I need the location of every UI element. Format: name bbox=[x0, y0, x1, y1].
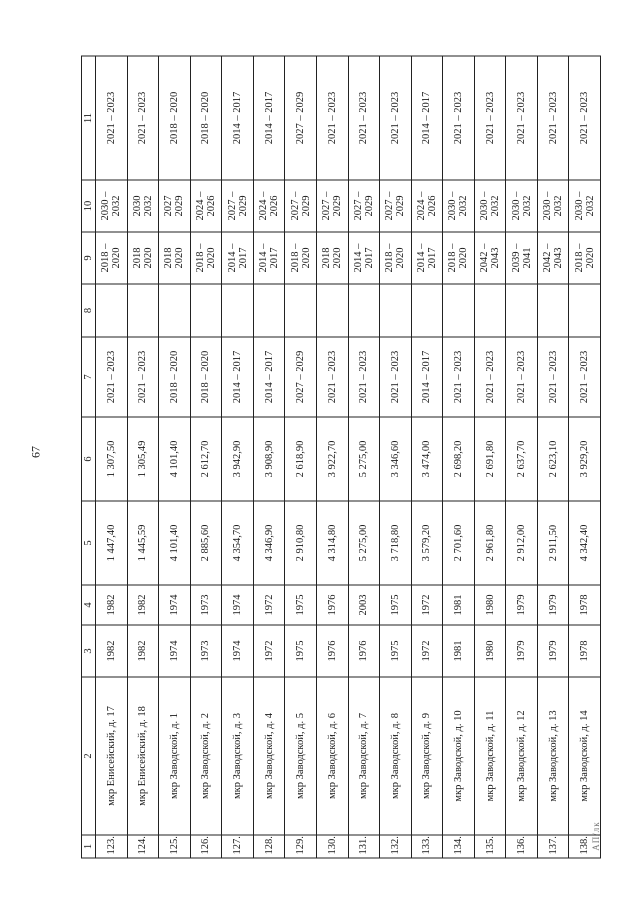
period-cell: 2021 – 2023 bbox=[537, 56, 569, 180]
row-number: 123. bbox=[96, 835, 128, 858]
period-line: 2027 – bbox=[226, 191, 238, 221]
period-range-cell bbox=[537, 180, 569, 232]
buildings-table bbox=[81, 56, 601, 859]
period-line: 2018 bbox=[163, 247, 175, 269]
period-range-cell bbox=[285, 232, 317, 284]
living-area-cell: 2 612,70 bbox=[190, 417, 222, 501]
period-range-cell bbox=[253, 232, 285, 284]
total-area-cell: 2 910,80 bbox=[285, 501, 317, 585]
table-row bbox=[474, 56, 506, 858]
empty-cell bbox=[253, 284, 285, 337]
period-line: 2042 – bbox=[542, 243, 554, 273]
period-cell: 2014 – 2017 bbox=[222, 337, 254, 417]
commissioning-year-cell: 1972 bbox=[411, 585, 443, 625]
period-line: 2017 bbox=[237, 247, 249, 269]
living-area-cell: 2 691,80 bbox=[474, 417, 506, 501]
period-cell: 2021 – 2023 bbox=[443, 56, 475, 180]
period-line: 2027 bbox=[163, 195, 175, 217]
total-area-cell: 1 447,40 bbox=[96, 501, 128, 585]
empty-cell bbox=[474, 284, 506, 337]
construction-year-cell: 1975 bbox=[380, 625, 412, 677]
construction-year-cell: 1972 bbox=[411, 625, 443, 677]
row-number: 137. bbox=[537, 835, 569, 858]
total-area-cell: 2 911,50 bbox=[537, 501, 569, 585]
column-header: 8 bbox=[82, 284, 96, 337]
row-number: 129. bbox=[285, 835, 317, 858]
period-line: 2027 – bbox=[321, 191, 333, 221]
period-range-cell bbox=[348, 180, 380, 232]
period-line: 2029 bbox=[174, 195, 186, 217]
table-row bbox=[285, 56, 317, 858]
period-line: 2042 – bbox=[479, 243, 491, 273]
empty-cell bbox=[190, 284, 222, 337]
row-number: 125. bbox=[159, 835, 191, 858]
table-row bbox=[190, 56, 222, 858]
period-cell: 2014 – 2017 bbox=[411, 337, 443, 417]
empty-cell bbox=[537, 284, 569, 337]
address-cell: мкр Заводской, д. 4 bbox=[253, 677, 285, 835]
address-cell: мкр Заводской, д. 10 bbox=[443, 677, 475, 835]
period-range-cell bbox=[506, 232, 538, 284]
period-line: 2024 – bbox=[258, 191, 270, 221]
period-line: 2030 – bbox=[510, 191, 522, 221]
period-line: 2020 bbox=[395, 247, 407, 269]
commissioning-year-cell: 1975 bbox=[380, 585, 412, 625]
column-header: 11 bbox=[82, 56, 96, 180]
commissioning-year-cell: 2003 bbox=[348, 585, 380, 625]
table-row bbox=[411, 56, 443, 858]
period-range-cell bbox=[411, 180, 443, 232]
construction-year-cell: 1973 bbox=[190, 625, 222, 677]
period-line: 2020 bbox=[142, 247, 154, 269]
address-cell: мкр Заводской, д. 2 bbox=[190, 677, 222, 835]
construction-year-cell: 1982 bbox=[96, 625, 128, 677]
period-cell: 2014 – 2017 bbox=[253, 56, 285, 180]
column-header: 9 bbox=[82, 232, 96, 284]
empty-cell bbox=[316, 284, 348, 337]
address-cell: мкр Заводской, д. 13 bbox=[537, 677, 569, 835]
period-line: 2027 – bbox=[289, 191, 301, 221]
total-area-cell: 4 314,80 bbox=[316, 501, 348, 585]
total-area-cell: 3 579,20 bbox=[411, 501, 443, 585]
period-line: 2024 – bbox=[415, 191, 427, 221]
header-row bbox=[82, 56, 96, 858]
row-number: 138. bbox=[569, 835, 601, 858]
column-header: 3 bbox=[82, 625, 96, 677]
period-line: 2032 bbox=[553, 195, 565, 217]
period-line: 2020 bbox=[584, 247, 596, 269]
construction-year-cell: 1982 bbox=[127, 625, 159, 677]
period-range-cell bbox=[348, 232, 380, 284]
construction-year-cell: 1976 bbox=[316, 625, 348, 677]
period-cell: 2021 – 2023 bbox=[537, 337, 569, 417]
period-line: 2020 bbox=[111, 247, 123, 269]
commissioning-year-cell: 1972 bbox=[253, 585, 285, 625]
empty-cell bbox=[159, 284, 191, 337]
period-range-cell bbox=[190, 232, 222, 284]
period-cell: 2027 – 2029 bbox=[285, 56, 317, 180]
period-range-cell bbox=[96, 232, 128, 284]
row-number: 135. bbox=[474, 835, 506, 858]
address-cell: мкр Заводской, д. 11 bbox=[474, 677, 506, 835]
column-header: 4 bbox=[82, 585, 96, 625]
period-range-cell bbox=[380, 232, 412, 284]
table-row bbox=[96, 56, 128, 858]
period-range-cell bbox=[316, 180, 348, 232]
column-header: 1 bbox=[82, 835, 96, 858]
total-area-cell: 2 961,80 bbox=[474, 501, 506, 585]
table-row bbox=[348, 56, 380, 858]
period-line: 2030 – bbox=[447, 191, 459, 221]
commissioning-year-cell: 1976 bbox=[316, 585, 348, 625]
period-range-cell bbox=[380, 180, 412, 232]
period-line: 2026 bbox=[269, 195, 281, 217]
table-row bbox=[222, 56, 254, 858]
period-cell: 2018 – 2020 bbox=[190, 56, 222, 180]
period-cell: 2014 – 2017 bbox=[411, 56, 443, 180]
period-line: 2014 – bbox=[226, 243, 238, 273]
living-area-cell: 2 623,10 bbox=[537, 417, 569, 501]
period-line: 2018 – bbox=[573, 243, 585, 273]
period-line: 2029 bbox=[363, 195, 375, 217]
commissioning-year-cell: 1975 bbox=[285, 585, 317, 625]
living-area-cell: 1 307,50 bbox=[96, 417, 128, 501]
row-number: 132. bbox=[380, 835, 412, 858]
table-row bbox=[443, 56, 475, 858]
period-cell: 2021 – 2023 bbox=[380, 56, 412, 180]
period-cell: 2021 – 2023 bbox=[127, 337, 159, 417]
period-range-cell bbox=[569, 180, 601, 232]
column-header: 5 bbox=[82, 501, 96, 585]
period-cell: 2021 – 2023 bbox=[474, 56, 506, 180]
living-area-cell: 3 474,00 bbox=[411, 417, 443, 501]
period-range-cell bbox=[506, 180, 538, 232]
period-line: 2029 bbox=[395, 195, 407, 217]
period-line: 2014 – bbox=[352, 243, 364, 273]
period-line: 2029 bbox=[237, 195, 249, 217]
construction-year-cell: 1975 bbox=[285, 625, 317, 677]
commissioning-year-cell: 1979 bbox=[537, 585, 569, 625]
commissioning-year-cell: 1981 bbox=[443, 585, 475, 625]
empty-cell bbox=[348, 284, 380, 337]
period-line: 2032 bbox=[490, 195, 502, 217]
table-row bbox=[316, 56, 348, 858]
period-cell: 2018 – 2020 bbox=[159, 337, 191, 417]
living-area-cell: 3 929,20 bbox=[569, 417, 601, 501]
page-number: 67 bbox=[28, 446, 43, 458]
living-area-cell: 2 618,90 bbox=[285, 417, 317, 501]
period-line: 2017 bbox=[426, 247, 438, 269]
period-range-cell bbox=[411, 232, 443, 284]
living-area-cell: 4 101,40 bbox=[159, 417, 191, 501]
period-line: 2026 bbox=[205, 195, 217, 217]
period-line: 2039 – bbox=[510, 243, 522, 273]
empty-cell bbox=[222, 284, 254, 337]
period-line: 2041 bbox=[521, 247, 533, 269]
period-line: 2032 bbox=[458, 195, 470, 217]
row-number: 130. bbox=[316, 835, 348, 858]
living-area-cell: 3 346,60 bbox=[380, 417, 412, 501]
construction-year-cell: 1980 bbox=[474, 625, 506, 677]
period-line: 2017 bbox=[363, 247, 375, 269]
period-line: 2029 bbox=[300, 195, 312, 217]
period-cell: 2021 – 2023 bbox=[506, 337, 538, 417]
table-container bbox=[81, 56, 601, 858]
period-cell: 2021 – 2023 bbox=[443, 337, 475, 417]
period-line: 2032 bbox=[521, 195, 533, 217]
period-range-cell bbox=[159, 232, 191, 284]
period-range-cell bbox=[127, 232, 159, 284]
total-area-cell: 2 701,60 bbox=[443, 501, 475, 585]
commissioning-year-cell: 1979 bbox=[506, 585, 538, 625]
period-range-cell bbox=[316, 232, 348, 284]
period-range-cell bbox=[443, 180, 475, 232]
period-cell: 2027 – 2029 bbox=[285, 337, 317, 417]
period-line: 2030 bbox=[131, 195, 143, 217]
period-line: 2032 bbox=[584, 195, 596, 217]
total-area-cell: 2 912,00 bbox=[506, 501, 538, 585]
empty-cell bbox=[443, 284, 475, 337]
address-cell: мкр Заводской, д. 14 bbox=[569, 677, 601, 835]
total-area-cell: 4 342,40 bbox=[569, 501, 601, 585]
period-line: 2020 bbox=[332, 247, 344, 269]
table-row bbox=[127, 56, 159, 858]
period-line: 2043 bbox=[553, 247, 565, 269]
empty-cell bbox=[127, 284, 159, 337]
period-range-cell bbox=[569, 232, 601, 284]
row-number: 136. bbox=[506, 835, 538, 858]
period-line: 2027 – bbox=[384, 191, 396, 221]
row-number: 131. bbox=[348, 835, 380, 858]
side-note: АП/лк bbox=[591, 821, 601, 851]
column-header: 2 bbox=[82, 677, 96, 835]
period-cell: 2021 – 2023 bbox=[96, 337, 128, 417]
row-number: 126. bbox=[190, 835, 222, 858]
period-cell: 2021 – 2023 bbox=[380, 337, 412, 417]
row-number: 134. bbox=[443, 835, 475, 858]
period-range-cell bbox=[285, 180, 317, 232]
period-line: 2030 – bbox=[479, 191, 491, 221]
commissioning-year-cell: 1982 bbox=[127, 585, 159, 625]
period-cell: 2021 – 2023 bbox=[96, 56, 128, 180]
period-cell: 2021 – 2023 bbox=[569, 56, 601, 180]
period-range-cell bbox=[537, 232, 569, 284]
table-row bbox=[380, 56, 412, 858]
total-area-cell: 5 275,00 bbox=[348, 501, 380, 585]
total-area-cell: 4 354,70 bbox=[222, 501, 254, 585]
total-area-cell: 3 718,80 bbox=[380, 501, 412, 585]
commissioning-year-cell: 1973 bbox=[190, 585, 222, 625]
column-header: 6 bbox=[82, 417, 96, 501]
period-line: 2030 – bbox=[573, 191, 585, 221]
period-line: 2018 – bbox=[384, 243, 396, 273]
table-row bbox=[506, 56, 538, 858]
empty-cell bbox=[380, 284, 412, 337]
period-line: 2018 bbox=[131, 247, 143, 269]
period-range-cell bbox=[127, 180, 159, 232]
period-cell: 2018 – 2020 bbox=[190, 337, 222, 417]
period-line: 2020 bbox=[205, 247, 217, 269]
period-cell: 2021 – 2023 bbox=[316, 56, 348, 180]
address-cell: мкр Заводской, д. 12 bbox=[506, 677, 538, 835]
address-cell: мкр Заводской, д. 5 bbox=[285, 677, 317, 835]
period-line: 2043 bbox=[490, 247, 502, 269]
period-line: 2018 – bbox=[447, 243, 459, 273]
period-cell: 2014 – 2017 bbox=[222, 56, 254, 180]
empty-cell bbox=[411, 284, 443, 337]
period-range-cell bbox=[159, 180, 191, 232]
period-range-cell bbox=[222, 180, 254, 232]
construction-year-cell: 1974 bbox=[159, 625, 191, 677]
period-cell: 2021 – 2023 bbox=[474, 337, 506, 417]
period-line: 2020 bbox=[300, 247, 312, 269]
row-number: 127. bbox=[222, 835, 254, 858]
period-line: 2017 bbox=[269, 247, 281, 269]
address-cell: мкр Заводской, д. 7 bbox=[348, 677, 380, 835]
period-line: 2018 – bbox=[194, 243, 206, 273]
total-area-cell: 2 885,60 bbox=[190, 501, 222, 585]
period-line: 2014 – bbox=[258, 243, 270, 273]
empty-cell bbox=[569, 284, 601, 337]
address-cell: мкр Енисейский, д. 17 bbox=[96, 677, 128, 835]
empty-cell bbox=[96, 284, 128, 337]
period-range-cell bbox=[253, 180, 285, 232]
column-header: 10 bbox=[82, 180, 96, 232]
commissioning-year-cell: 1974 bbox=[159, 585, 191, 625]
period-line: 2032 bbox=[111, 195, 123, 217]
period-range-cell bbox=[190, 180, 222, 232]
period-line: 2027 – bbox=[352, 191, 364, 221]
commissioning-year-cell: 1980 bbox=[474, 585, 506, 625]
period-line: 2030 – bbox=[100, 191, 112, 221]
column-header: 7 bbox=[82, 337, 96, 417]
period-cell: 2021 – 2023 bbox=[127, 56, 159, 180]
period-line: 2020 bbox=[458, 247, 470, 269]
address-cell: мкр Заводской, д. 3 bbox=[222, 677, 254, 835]
address-cell: мкр Енисейский, д. 18 bbox=[127, 677, 159, 835]
construction-year-cell: 1981 bbox=[443, 625, 475, 677]
period-line: 2029 bbox=[332, 195, 344, 217]
period-line: 2026 bbox=[426, 195, 438, 217]
period-cell: 2021 – 2023 bbox=[569, 337, 601, 417]
period-range-cell bbox=[443, 232, 475, 284]
period-range-cell bbox=[474, 180, 506, 232]
construction-year-cell: 1979 bbox=[537, 625, 569, 677]
commissioning-year-cell: 1974 bbox=[222, 585, 254, 625]
period-cell: 2021 – 2023 bbox=[316, 337, 348, 417]
row-number: 133. bbox=[411, 835, 443, 858]
period-cell: 2021 – 2023 bbox=[506, 56, 538, 180]
period-range-cell bbox=[474, 232, 506, 284]
empty-cell bbox=[285, 284, 317, 337]
period-line: 2024 – bbox=[194, 191, 206, 221]
total-area-cell: 4 101,40 bbox=[159, 501, 191, 585]
address-cell: мкр Заводской, д. 6 bbox=[316, 677, 348, 835]
row-number: 128. bbox=[253, 835, 285, 858]
period-line: 2018 – bbox=[289, 243, 301, 273]
period-cell: 2018 – 2020 bbox=[159, 56, 191, 180]
period-cell: 2021 – 2023 bbox=[348, 337, 380, 417]
table-row bbox=[253, 56, 285, 858]
period-line: 2018 bbox=[321, 247, 333, 269]
living-area-cell: 3 942,90 bbox=[222, 417, 254, 501]
living-area-cell: 1 305,49 bbox=[127, 417, 159, 501]
commissioning-year-cell: 1982 bbox=[96, 585, 128, 625]
period-range-cell bbox=[222, 232, 254, 284]
living-area-cell: 3 908,90 bbox=[253, 417, 285, 501]
period-range-cell bbox=[96, 180, 128, 232]
construction-year-cell: 1976 bbox=[348, 625, 380, 677]
construction-year-cell: 1974 bbox=[222, 625, 254, 677]
period-line: 2014 – bbox=[415, 243, 427, 273]
table-row bbox=[569, 56, 601, 858]
period-cell: 2014 – 2017 bbox=[253, 337, 285, 417]
table-row bbox=[537, 56, 569, 858]
total-area-cell: 4 346,90 bbox=[253, 501, 285, 585]
living-area-cell: 3 922,70 bbox=[316, 417, 348, 501]
living-area-cell: 5 275,00 bbox=[348, 417, 380, 501]
address-cell: мкр Заводской, д. 1 bbox=[159, 677, 191, 835]
address-cell: мкр Заводской, д. 8 bbox=[380, 677, 412, 835]
construction-year-cell: 1978 bbox=[569, 625, 601, 677]
commissioning-year-cell: 1978 bbox=[569, 585, 601, 625]
total-area-cell: 1 445,59 bbox=[127, 501, 159, 585]
address-cell: мкр Заводской, д. 9 bbox=[411, 677, 443, 835]
construction-year-cell: 1972 bbox=[253, 625, 285, 677]
row-number: 124. bbox=[127, 835, 159, 858]
period-cell: 2021 – 2023 bbox=[348, 56, 380, 180]
table-row bbox=[159, 56, 191, 858]
empty-cell bbox=[506, 284, 538, 337]
construction-year-cell: 1979 bbox=[506, 625, 538, 677]
period-line: 2030 – bbox=[542, 191, 554, 221]
period-line: 2020 bbox=[174, 247, 186, 269]
living-area-cell: 2 637,70 bbox=[506, 417, 538, 501]
period-line: 2018 – bbox=[100, 243, 112, 273]
living-area-cell: 2 698,20 bbox=[443, 417, 475, 501]
period-line: 2032 bbox=[142, 195, 154, 217]
